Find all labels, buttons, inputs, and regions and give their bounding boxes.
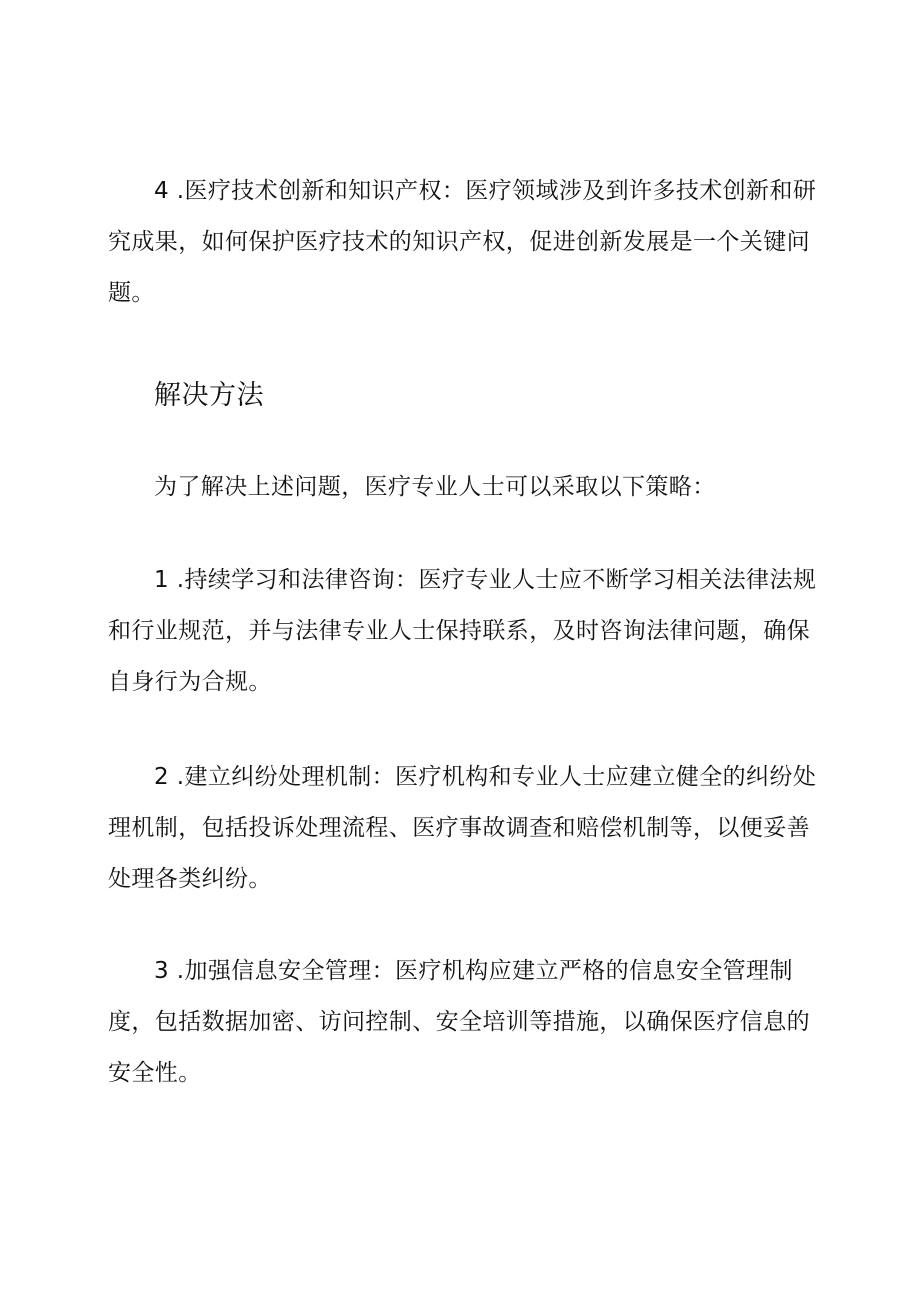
paragraph-solution-3: 3 .加强信息安全管理：医疗机构应建立严格的信息安全管理制度，包括数据加密、访问控制、安全培训等措施，以确保医疗信息的安全性。: [108, 958, 810, 1086]
paragraph-solution-1: 1 .持续学习和法律咨询：医疗专业人士应不断学习相关法律法规和行业规范，并与法律专业人士保持联系，及时咨询法律问题，确保自身行为合规。: [108, 567, 817, 695]
paragraph-item-4: 4 .医疗技术创新和知识产权：医疗领域涉及到许多技术创新和研究成果，如何保护医疗技术的知识产权，促进创新发展是一个关键问题。: [108, 178, 817, 306]
paragraph-intro: 为了解决上述问题，医疗专业人士可以采取以下策略：: [154, 474, 716, 500]
paragraph-solution-2: 2 .建立纠纷处理机制：医疗机构和专业人士应建立健全的纠纷处理机制，包括投诉处理流程、医疗事故调查和赔偿机制等，以便妥善处理各类纠纷。: [108, 764, 817, 892]
section-heading: 解决方法: [154, 380, 264, 411]
